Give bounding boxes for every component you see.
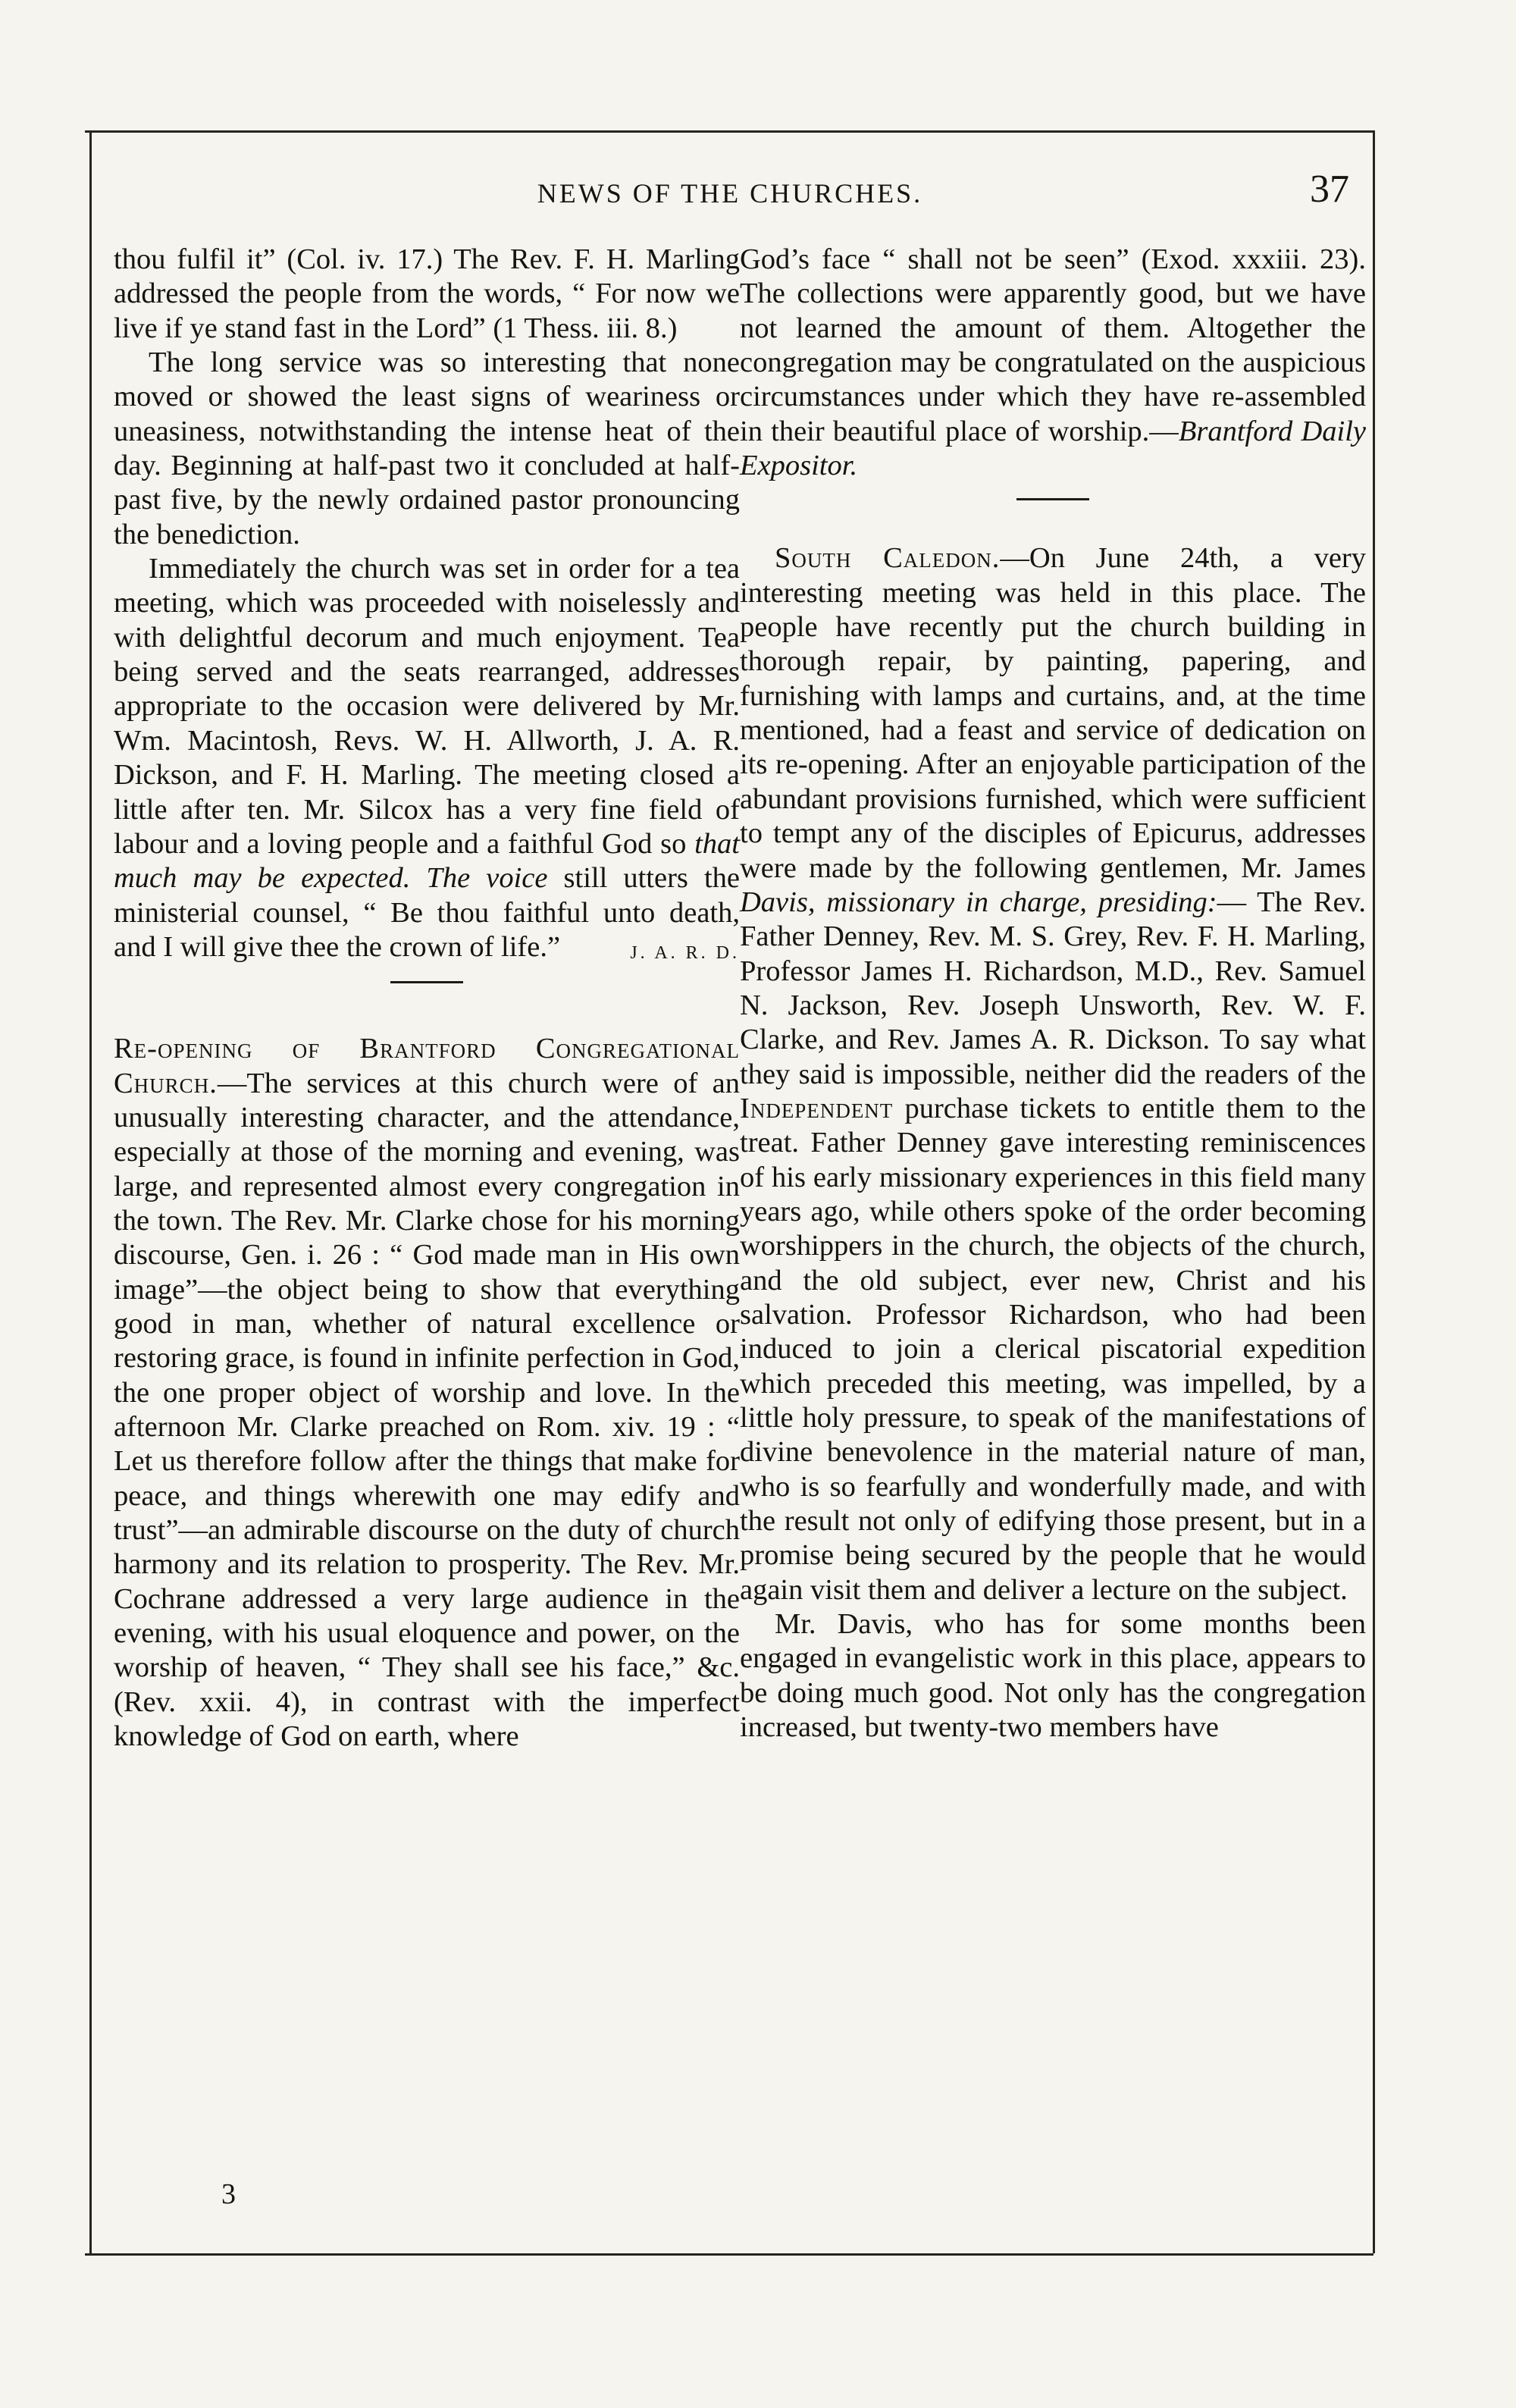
running-title: NEWS OF THE CHURCHES.	[537, 178, 923, 209]
left-paragraph-1: thou fulfil it” (Col. iv. 17.) The Rev. F. H. Marling addressed the people from the words, “ For now we live if ye stand fast in the Lord” (1 Thess. iii. 8.)	[114, 243, 740, 344]
author-initials: J. A. R. D.	[630, 942, 740, 963]
frame-bottom-rule	[85, 2253, 1373, 2256]
article-heading-south-caledon: South Caledon.	[775, 542, 1001, 575]
left-paragraph-2: The long service was so interesting that none moved or showed the least signs of weariness or uneasiness, notwithstanding the intense heat of the day. Beginning at half-past two it concluded at half-past five, by the newly ordained pastor pronouncing the benediction.	[114, 346, 740, 550]
article-body-south-caledon-mid: — The Rev. Father Denney, Rev. M. S. Grey, Rev. F. H. Marling, Professor James H. Richardson, M.D., Rev. Samuel N. Jackson, Rev. Joseph Unsworth, Rev. W. F. Clarke, and Rev. James A. R. Dickson. To say what they said is impossible, neither did the readers of the	[740, 886, 1366, 1090]
right-paragraph-1	[740, 243, 1366, 483]
article-body-south-caledon-italic: Davis, missionary in charge, presiding:	[740, 886, 1217, 918]
page-number: 37	[1310, 168, 1349, 211]
article-body-brantford: —The services at this church were of an unusually interesting character, and the attendance, especially at those of the morning and evening, was large, and represented almost every congregation in the town. The Rev. Mr. Clarke chose for his morning discourse, Gen. i. 26 : “ God made man in His own image”—the object being to show that everything good in man, whether of natural excellence or restoring grace, is found in infinite perfection in God, the one proper object of worship and love. In the afternoon Mr. Clarke preached on Rom. xiv. 19 : “ Let us therefore follow after the things that make for peace, and things wherewith one may edify and trust”—an admirable discourse on the duty of church harmony and its relation to prosperity. The Rev. Mr. Cochrane addressed a very large audience in the evening, with his usual eloquence and power, on the worship of heaven, “ They shall see his face,” &c. (Rev. xxii. 4), in contrast with the imperfect knowledge of God on earth, where	[114, 1067, 740, 1753]
source-citation: Brantford Daily Expositor.	[740, 415, 1366, 482]
article-brantford	[114, 1032, 740, 1754]
left-paragraph-3-end: still utters the ministerial counsel, “ Be thou faithful unto death, and I will give thee the crown of life.”	[114, 862, 740, 963]
running-head	[89, 168, 1370, 217]
article-south-caledon	[740, 541, 1366, 1607]
section-divider	[390, 981, 463, 983]
article-body-south-caledon-end: purchase tickets to entitle them to the treat. Father Denney gave interesting reminiscences of his early missionary experiences in this field many years ago, while others spoke of the order becoming worshippers in the church, the objects of the church, and the old subject, ever new, Christ and his salvation. Professor Richardson, who had been induced to join a clerical piscatorial expedition which preceded this meeting, was impelled, by a little holy pressure, to speak of the manifestations of divine benevolence in the material nature of man, who is so fearfully and wonderfully made, and with the result not only of edifying those present, but in a promise being secured by the people that he would again visit them and deliver a lecture on the subject.	[740, 1092, 1366, 1606]
right-paragraph-1-text: God’s face “ shall not be seen” (Exod. xxxiii. 23). The collections were apparently good, but we have not learned the amount of them. Altogether the congregation may be congratulated on the auspicious circumstances under which they have re-assembled in their beautiful place of worship.—	[740, 243, 1366, 447]
independent-mention: Independent	[740, 1092, 894, 1124]
signature-mark: 3	[221, 2178, 236, 2210]
article-heading-brantford: Re-opening of Brantford Congregational Church.	[114, 1033, 740, 1099]
left-paragraph-3-italic: that much may be expected. The voice	[114, 827, 740, 895]
left-column	[114, 243, 740, 1754]
article-body-south-caledon-start: —On June 24th, a very interesting meeting was held in this place. The people have recently put the church building in thorough repair, by painting, papering, and furnishing with lamps and curtains, and, at the time mentioned, had a feast and service of dedication on its re-opening. After an enjoyable participation of the abundant provisions furnished, which were sufficient to tempt any of the disciples of Epicurus, addresses were made by the following gentlemen, Mr. James	[740, 542, 1366, 884]
section-divider	[1016, 498, 1089, 500]
right-column	[740, 243, 1366, 1745]
left-paragraph-3	[114, 552, 740, 964]
right-paragraph-last: Mr. Davis, who has for some months been engaged in evangelistic work in this place, appears to be doing much good. Not only has the congregation increased, but twenty-two members have	[740, 1608, 1366, 1744]
left-paragraph-3-text: Immediately the church was set in order for a tea meeting, which was proceeded with noiselessly and with delightful decorum and much enjoyment. Tea being served and the seats rearranged, addresses appropriate to the occasion were delivered by Mr. Wm. Macintosh, Revs. W. H. Allworth, J. A. R. Dickson, and F. H. Marling. The meeting closed a little after ten. Mr. Silcox has a very fine field of labour and a loving people and a faithful God so	[114, 553, 740, 860]
